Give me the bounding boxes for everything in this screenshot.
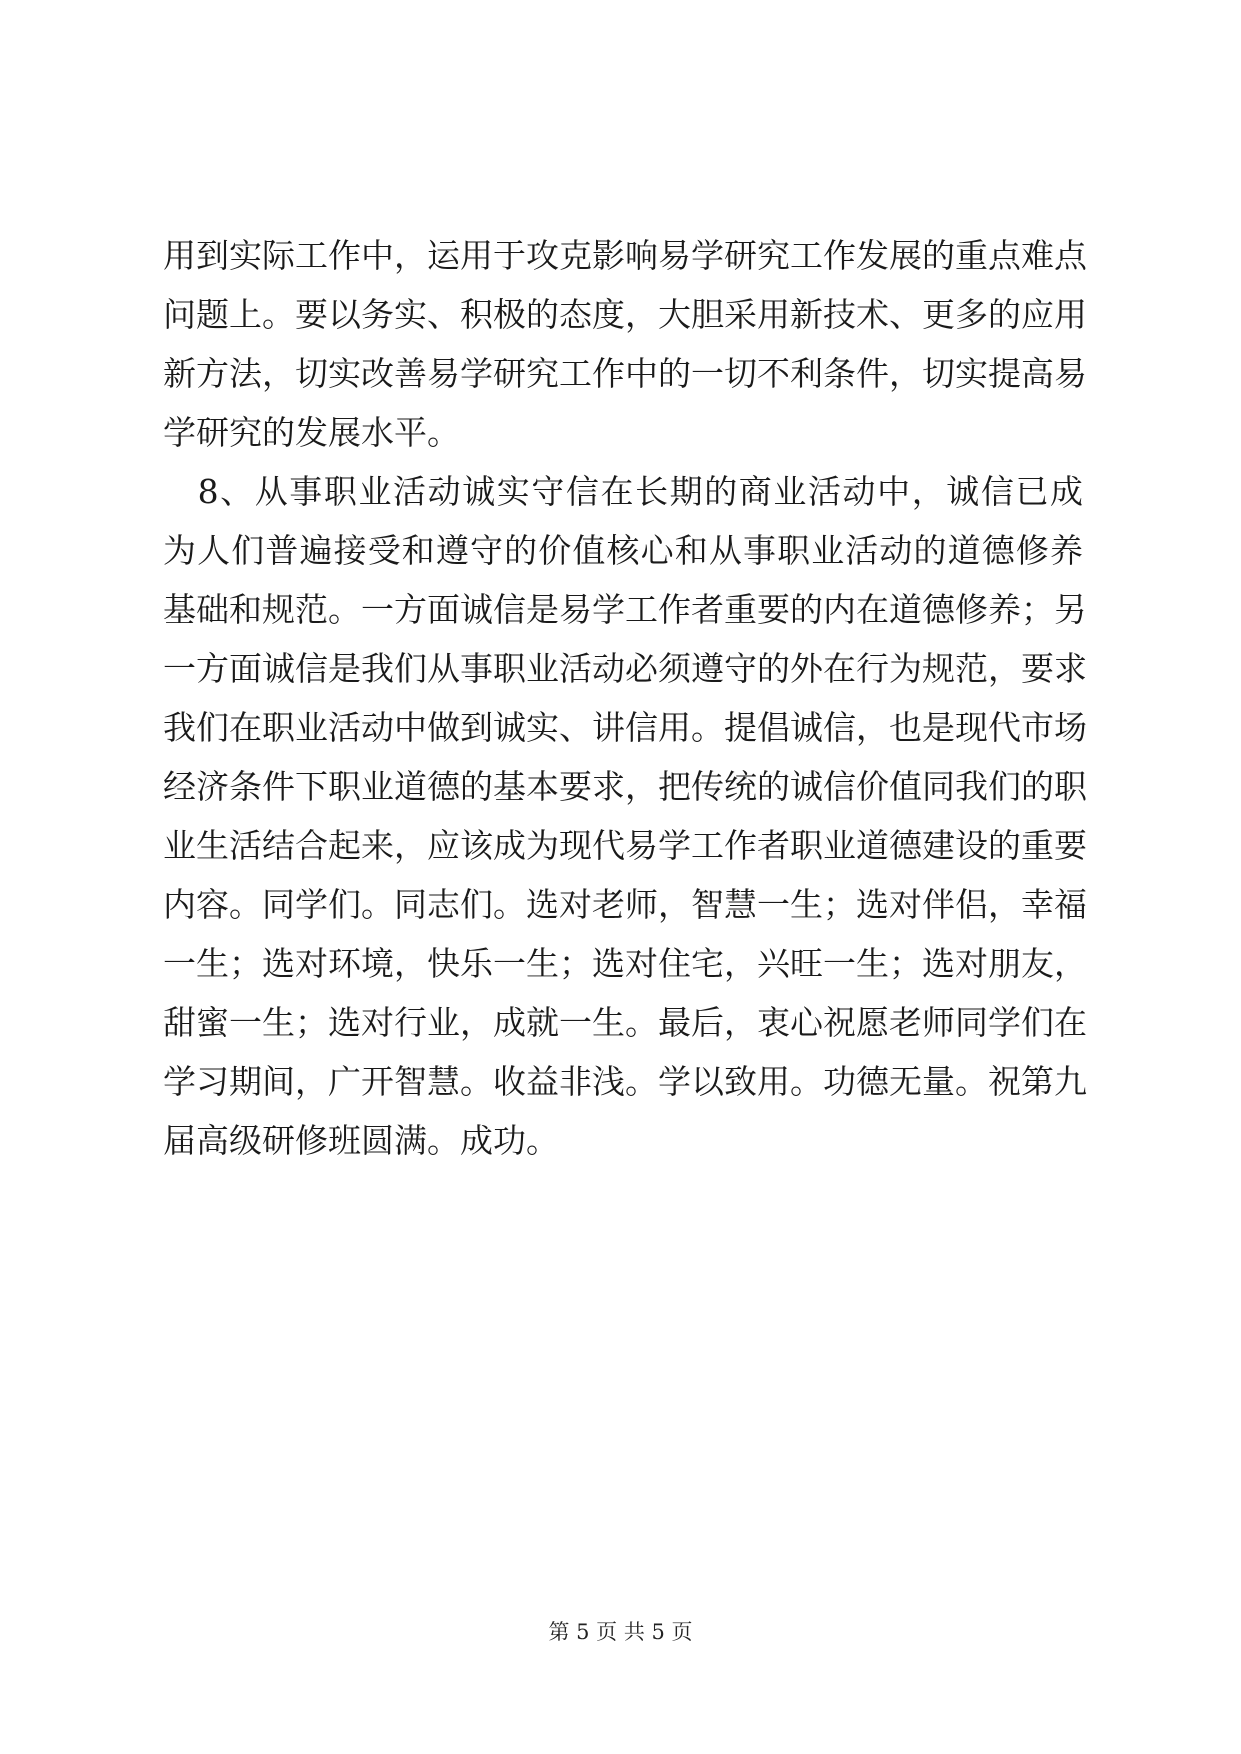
text-line: 业生活结合起来，应该成为现代易学工作者职业道德建设的重要: [163, 826, 1087, 865]
page-footer: 第 5 页 共 5 页: [548, 1620, 693, 1644]
text-line: 为人们普遍接受和遵守的价值核心和从事职业活动的道德修养: [163, 531, 1083, 570]
text-line: 问题上。要以务实、积极的态度，大胆采用新技术、更多的应用: [163, 295, 1087, 334]
text-line: 新方法，切实改善易学研究工作中的一切不利条件，切实提高易: [163, 354, 1087, 393]
body-text: [163, 226, 1087, 1170]
text-line: 经济条件下职业道德的基本要求，把传统的诚信价值同我们的职: [163, 767, 1087, 806]
text-line: 学研究的发展水平。: [163, 413, 460, 452]
text-line: 用到实际工作中，运用于攻克影响易学研究工作发展的重点难点: [163, 236, 1087, 275]
text-line: 一生；选对环境，快乐一生；选对住宅，兴旺一生；选对朋友，: [163, 944, 1087, 983]
text-line: 甜蜜一生；选对行业，成就一生。最后，衷心祝愿老师同学们在: [163, 1003, 1087, 1042]
text-line: 学习期间，广开智慧。收益非浅。学以致用。功德无量。祝第九: [163, 1062, 1087, 1101]
text-line: 一方面诚信是我们从事职业活动必须遵守的外在行为规范，要求: [163, 649, 1087, 688]
text-line: 我们在职业活动中做到诚实、讲信用。提倡诚信，也是现代市场: [163, 708, 1087, 747]
text-line: 内容。同学们。同志们。选对老师，智慧一生；选对伴侣，幸福: [163, 885, 1087, 924]
text-line: 届高级研修班圆满。成功。: [163, 1121, 559, 1160]
text-line: 8、从事职业活动诚实守信在长期的商业活动中，诚信已成: [163, 472, 1083, 511]
text-line: 基础和规范。一方面诚信是易学工作者重要的内在道德修养；另: [163, 590, 1087, 629]
